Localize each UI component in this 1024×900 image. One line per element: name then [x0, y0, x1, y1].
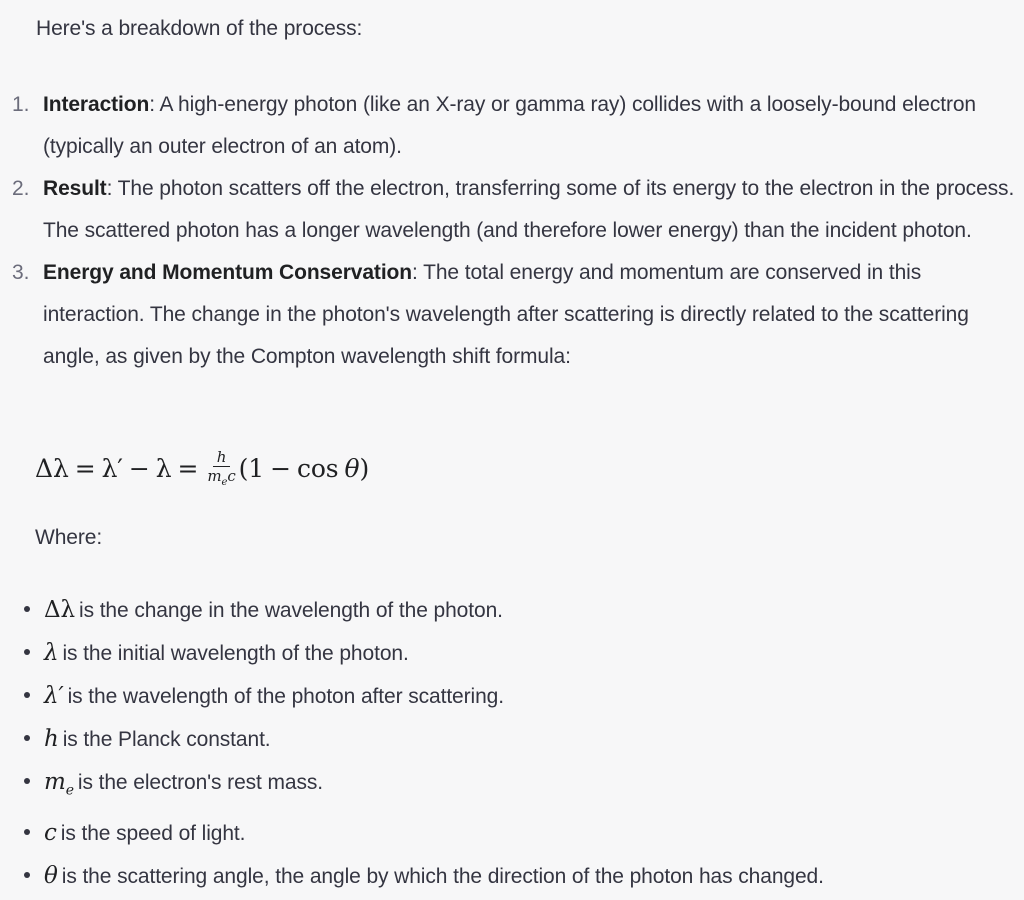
definition-item [0, 812, 824, 855]
definitions-list [0, 589, 824, 898]
symbol-sub: e [65, 782, 74, 799]
definition-item [0, 589, 824, 632]
definition-item [0, 761, 824, 812]
bullet-icon [24, 778, 30, 784]
definition-text: is the change in the wavelength of the photon. [79, 599, 503, 622]
formula-lambda-prime: λ′ [101, 453, 123, 483]
formula-paren-close: ) [359, 453, 370, 483]
definition-symbol: λ′ [44, 683, 64, 709]
fraction-denominator [207, 467, 235, 492]
fraction-numerator: h [213, 448, 231, 467]
definition-item [0, 675, 824, 718]
definition-symbol: c [44, 819, 57, 846]
step-text: : The photon scatters off the electron, transferring some of its energy to the electron in the process. The scattered photon has a longer wavelength (and therefore lower energy) than the incident photon. [43, 177, 1015, 242]
step-title: Energy and Momentum Conservation [43, 261, 413, 284]
bullet-icon [24, 649, 30, 655]
definition-symbol: Δλ [44, 597, 75, 623]
definition-text: is the wavelength of the photon after scattering. [67, 685, 504, 708]
definition-text: is the initial wavelength of the photon. [62, 642, 409, 665]
step-text: : A high-energy photon (like an X-ray or gamma ray) collides with a loosely-bound electron (typically an outer electron of an atom). [43, 93, 977, 158]
definition-text: is the Planck constant. [62, 728, 271, 751]
step-text: : The total energy and momentum are conserved in this interaction. The change in the photon's wavelength after scattering is directly related to the scattering angle, as given by the Compton wavelength shift formula: [43, 261, 969, 368]
formula-paren-open: (1 [238, 453, 265, 483]
formula-lambda: λ [155, 453, 172, 483]
bullet-icon [24, 606, 30, 612]
step-number: 3. [12, 261, 30, 284]
definition-text: is the scattering angle, the angle by which the direction of the photon has changed. [61, 864, 824, 888]
definition-symbol: θ [44, 862, 58, 889]
bullet-icon [24, 872, 30, 878]
definition-text: is the speed of light. [60, 821, 246, 845]
definition-item [0, 855, 824, 898]
definition-symbol: λ [44, 640, 59, 666]
denominator-m: m [207, 467, 222, 485]
formula-fraction [207, 448, 235, 492]
step-title: Result [43, 177, 107, 200]
formula-delta-lambda: Δλ [35, 453, 69, 483]
process-steps-list [0, 84, 1024, 378]
step-title: Interaction [43, 93, 150, 116]
denominator-c: c [227, 467, 236, 485]
compton-formula [35, 443, 369, 493]
formula-cos: cos [296, 453, 339, 483]
definition-symbol: h [44, 726, 59, 752]
bullet-icon [24, 692, 30, 698]
definition-text: is the electron's rest mass. [77, 771, 324, 794]
bullet-icon [24, 829, 30, 835]
where-label: Where: [35, 526, 103, 549]
formula-theta: θ [344, 453, 360, 483]
intro-text: Here's a breakdown of the process: [36, 17, 363, 40]
definition-item [0, 718, 824, 761]
step-number: 1. [12, 93, 30, 116]
formula-equals: = [177, 453, 199, 483]
step-number: 2. [12, 177, 30, 200]
denominator-sub: e [221, 477, 228, 488]
step-item [0, 168, 1018, 252]
bullet-icon [24, 735, 30, 741]
definition-symbol [44, 769, 74, 799]
step-item [0, 84, 1018, 168]
step-item [0, 252, 1018, 378]
formula-minus: − [270, 453, 291, 483]
symbol-base: m [44, 769, 66, 795]
formula-equals: = [74, 453, 96, 483]
definition-item [0, 632, 824, 675]
formula-minus: − [128, 453, 150, 483]
